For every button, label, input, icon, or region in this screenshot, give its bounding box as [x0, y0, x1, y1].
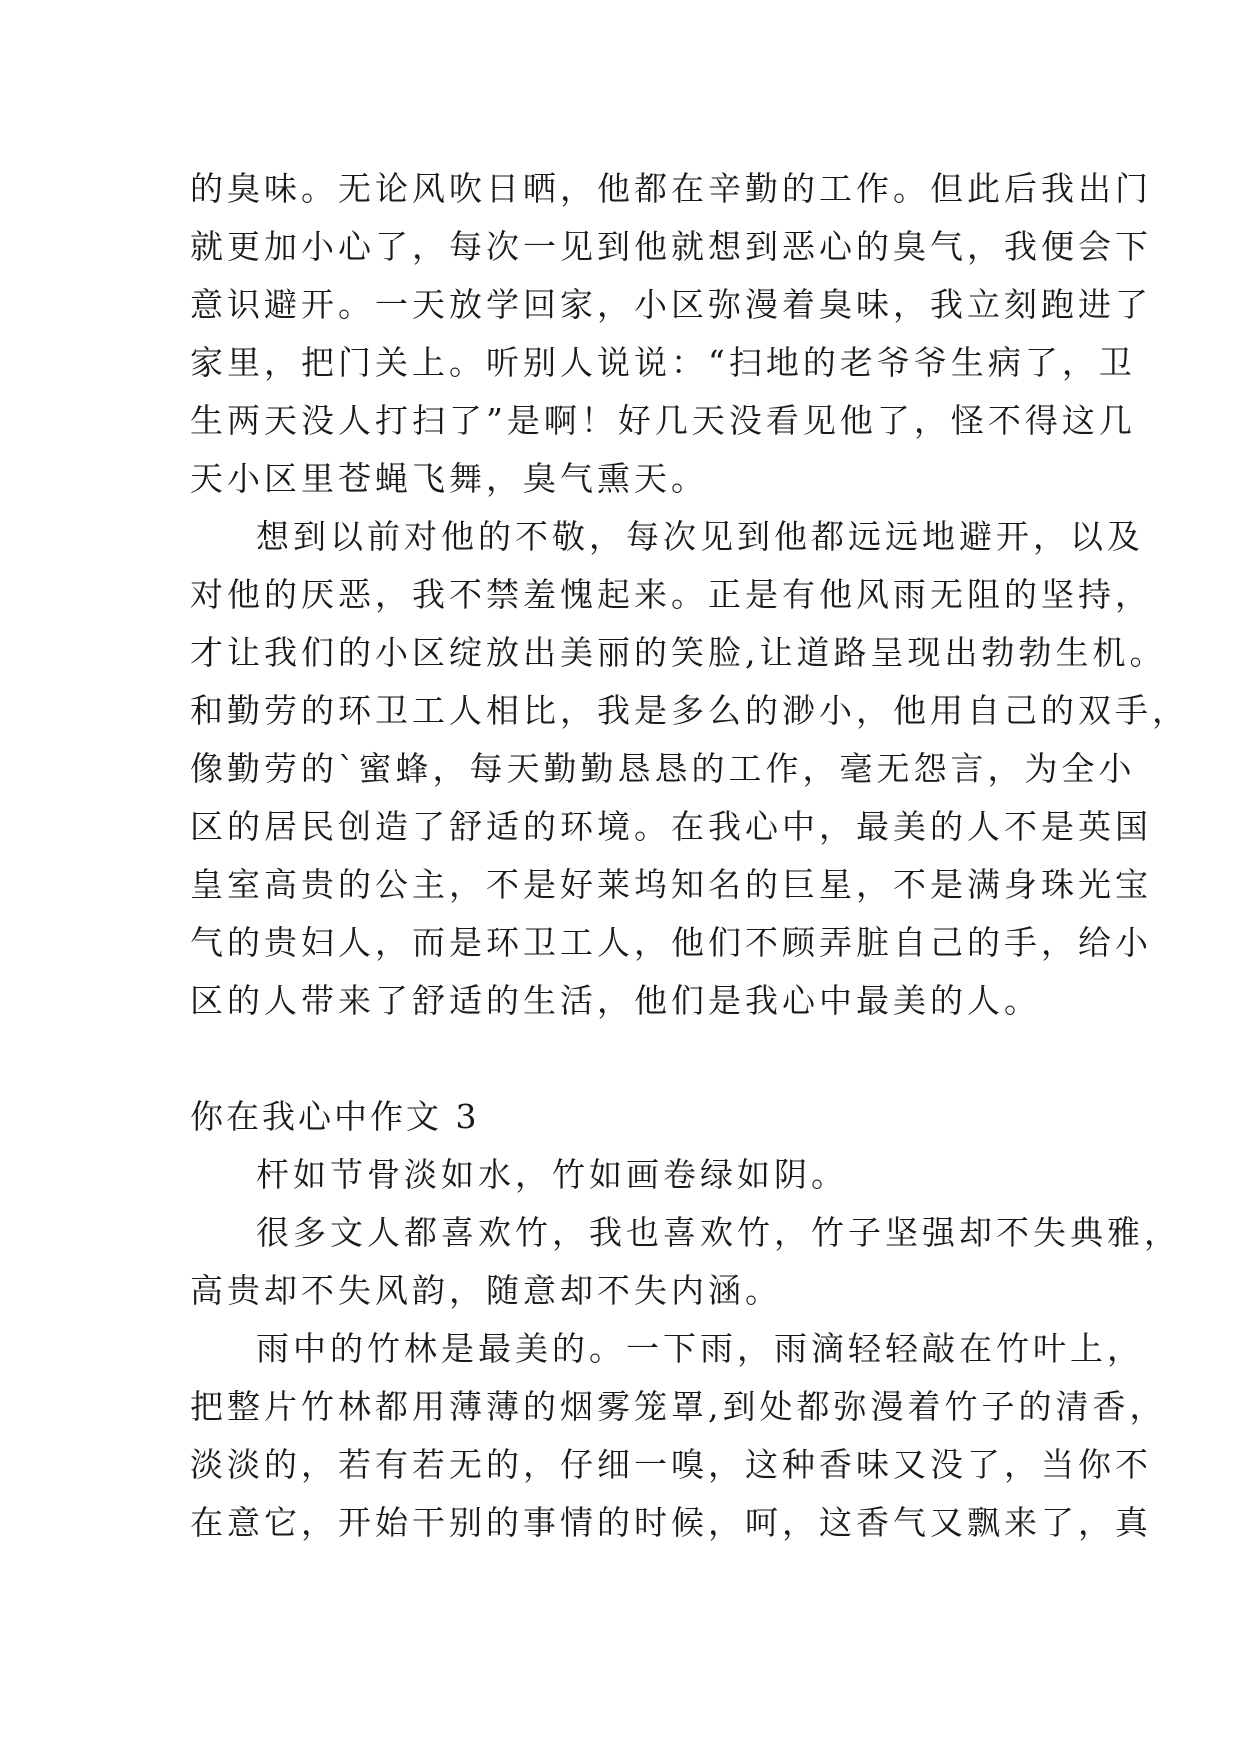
paragraph [190, 1204, 1181, 1320]
text-line: 意识避开。一天放学回家，小区弥漫着臭味，我立刻跑进了 [190, 285, 1152, 324]
text-line: 气的贵妇人，而是环卫工人，他们不顾弄脏自己的手，给小 [190, 923, 1152, 962]
text-line: 就更加小心了，每次一见到他就想到恶心的臭气，我便会下 [190, 227, 1152, 266]
paragraph-spacer [190, 1030, 1070, 1088]
text-line: 的臭味。无论风吹日晒，他都在辛勤的工作。但此后我出门 [190, 169, 1152, 208]
text-line: 和勤劳的环卫工人相比，我是多么的渺小，他用自己的双手， [190, 691, 1189, 730]
text-line: 雨中的竹林是最美的。一下雨，雨滴轻轻敲在竹叶上， [256, 1329, 1144, 1368]
text-line: 高贵却不失风韵，随意却不失内涵。 [190, 1271, 782, 1310]
section-heading: 你在我心中作文 3 [190, 1097, 480, 1136]
text-line: 把整片竹林都用薄薄的烟雾笼罩,到处都弥漫着竹子的清香， [190, 1387, 1167, 1426]
text-line: 才让我们的小区绽放出美丽的笑脸,让道路呈现出勃勃生机。 [190, 633, 1167, 672]
text-line: 生两天没人打扫了”是啊！好几天没看见他了，怪不得这几 [190, 401, 1136, 440]
paragraph [190, 160, 1152, 508]
text-line: 皇室高贵的公主，不是好莱坞知名的巨星，不是满身珠光宝 [190, 865, 1152, 904]
document-body [190, 160, 1189, 1552]
text-line: 想到以前对他的不敬，每次见到他都远远地避开，以及 [256, 517, 1144, 556]
text-line: 家里，把门关上。听别人说说：“扫地的老爷爷生病了，卫 [190, 343, 1136, 382]
text-line: 对他的厌恶，我不禁羞愧起来。正是有他风雨无阻的坚持， [190, 575, 1152, 614]
paragraph [190, 1320, 1167, 1552]
text-line: 像勤劳的`蜜蜂，每天勤勤恳恳的工作，毫无怨言，为全小 [190, 749, 1136, 788]
text-line: 在意它，开始干别的事情的时候，呵，这香气又飘来了，真 [190, 1503, 1152, 1542]
paragraph [190, 508, 1189, 1030]
text-line: 淡淡的，若有若无的，仔细一嗅，这种香味又没了，当你不 [190, 1445, 1152, 1484]
text-line: 很多文人都喜欢竹，我也喜欢竹，竹子坚强却不失典雅， [256, 1213, 1181, 1252]
paragraph [190, 1146, 1070, 1204]
text-line: 杆如节骨淡如水，竹如画卷绿如阴。 [256, 1155, 848, 1194]
text-line: 天小区里苍蝇飞舞，臭气熏天。 [190, 459, 708, 498]
text-line: 区的居民创造了舒适的环境。在我心中，最美的人不是英国 [190, 807, 1152, 846]
text-line: 区的人带来了舒适的生活，他们是我心中最美的人。 [190, 981, 1041, 1020]
